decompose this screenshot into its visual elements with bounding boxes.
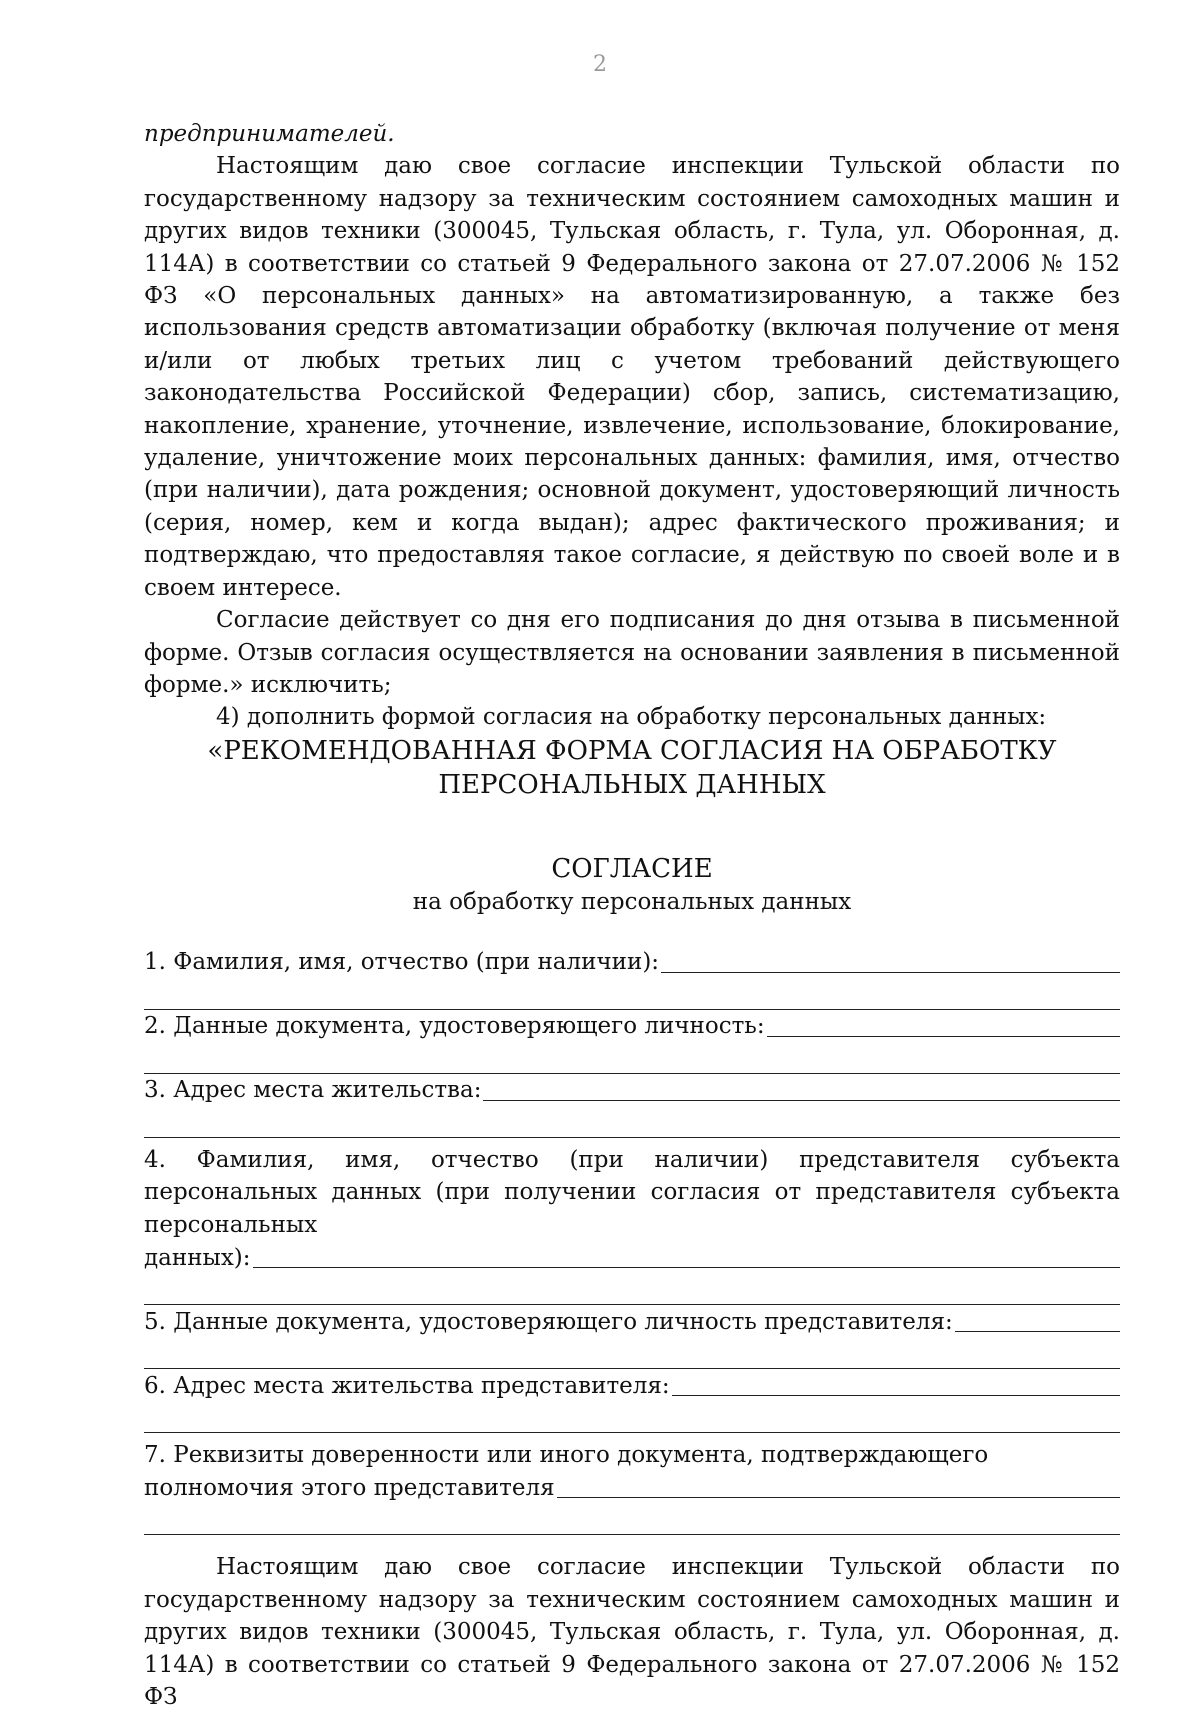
address-blank-line2[interactable] xyxy=(144,1107,1120,1138)
field-representative-address xyxy=(144,1369,1120,1433)
intro-fragment: предпринимателей. xyxy=(144,121,395,147)
representative-document-blank[interactable] xyxy=(955,1307,1120,1332)
representative-address-blank-line2[interactable] xyxy=(144,1402,1120,1433)
field-representative-document-label: 5. Данные документа, удостоверяющего личность представителя: xyxy=(144,1308,953,1335)
field-power-of-attorney-label-line2: полномочия этого представителя xyxy=(144,1474,555,1501)
representative-name-blank-line2[interactable] xyxy=(144,1274,1120,1305)
identity-document-blank-line2[interactable] xyxy=(144,1043,1120,1074)
field-full-name-label: 1. Фамилия, имя, отчество (при наличии): xyxy=(144,949,660,976)
page-number: 2 xyxy=(593,52,607,77)
identity-document-blank[interactable] xyxy=(767,1012,1120,1037)
field-representative-address-label: 6. Адрес места жительства представителя: xyxy=(144,1372,670,1399)
validity-paragraph: Согласие действует со дня его подписания до дня отзыва в письменной форме. Отзыв согласия осуществляется на основании заявления в письменной форме.» исключить; xyxy=(144,607,1120,698)
field-power-of-attorney xyxy=(144,1439,1120,1535)
power-of-attorney-blank-line2[interactable] xyxy=(144,1504,1120,1535)
field-identity-document xyxy=(144,1010,1120,1074)
field-representative-document xyxy=(144,1305,1120,1369)
field-identity-document-label: 2. Данные документа, удостоверяющего личность: xyxy=(144,1013,765,1040)
consent-form xyxy=(144,946,1120,1536)
full-name-blank[interactable] xyxy=(661,948,1120,973)
representative-name-blank[interactable] xyxy=(253,1243,1120,1268)
consent-title: СОГЛАСИЕ xyxy=(551,853,713,884)
consent-paragraph: Настоящим даю свое согласие инспекции Тульской области по государственному надзору за техническим состоянием самоходных машин и других видов техники (300045, Тульская область, г. Тула, ул. Оборонная, д. 114А) в соответствии со статьей 9 Федерального закона от 27.07.2006 № 152 ФЗ «О персональных данных» на автоматизированную, а также без использования средств автоматизации обработку (включая получение от меня и/или от любых третьих лиц с учетом требований действующего законодательства Российской Федерации) сбор, запись, систематизацию, накопление, хранение, уточнение, извлечение, использование, блокирование, удаление, уничтожение моих персональных данных: фамилия, имя, отчество (при наличии), дата рождения; основной документ, удостоверяющий личность (серия, номер, кем и когда выдан); адрес фактического проживания; и подтверждаю, что предоставляя такое согласие, я действую по своей воле и в своем интересе. xyxy=(144,153,1120,601)
form-heading-line2: ПЕРСОНАЛЬНЫХ ДАННЫХ xyxy=(438,769,826,800)
full-name-blank-line2[interactable] xyxy=(144,979,1120,1010)
field-address xyxy=(144,1074,1120,1138)
field-power-of-attorney-label: 7. Реквизиты доверенности или иного документа, подтверждающего xyxy=(144,1441,989,1468)
field-address-label: 3. Адрес места жительства: xyxy=(144,1077,482,1104)
closing-consent-paragraph: Настоящим даю свое согласие инспекции Тульской области по государственному надзору за техническим состоянием самоходных машин и других видов техники (300045, Тульская область, г. Тула, ул. Оборонная, д. 114А) в соответствии со статьей 9 Федерального закона от 27.07.2006 № 152 ФЗ xyxy=(144,1554,1120,1710)
field-representative-name-label: 4. Фамилия, имя, отчество (при наличии) представителя субъекта персональных данных (при получении согласия от представителя субъекта персональных xyxy=(144,1146,1120,1238)
consent-subtitle: на обработку персональных данных xyxy=(412,888,852,915)
power-of-attorney-blank[interactable] xyxy=(557,1473,1120,1498)
field-representative-name xyxy=(144,1144,1120,1305)
form-heading-line1: «РЕКОМЕНДОВАННАЯ ФОРМА СОГЛАСИЯ НА ОБРАБОТКУ xyxy=(207,735,1057,766)
field-full-name xyxy=(144,946,1120,1010)
representative-address-blank[interactable] xyxy=(672,1371,1120,1396)
page-content xyxy=(144,118,1120,1713)
amendment-item: 4) дополнить формой согласия на обработку персональных данных: xyxy=(216,704,1047,731)
field-representative-name-tail: данных): xyxy=(144,1244,251,1271)
representative-document-blank-line2[interactable] xyxy=(144,1338,1120,1369)
address-blank[interactable] xyxy=(483,1076,1120,1101)
